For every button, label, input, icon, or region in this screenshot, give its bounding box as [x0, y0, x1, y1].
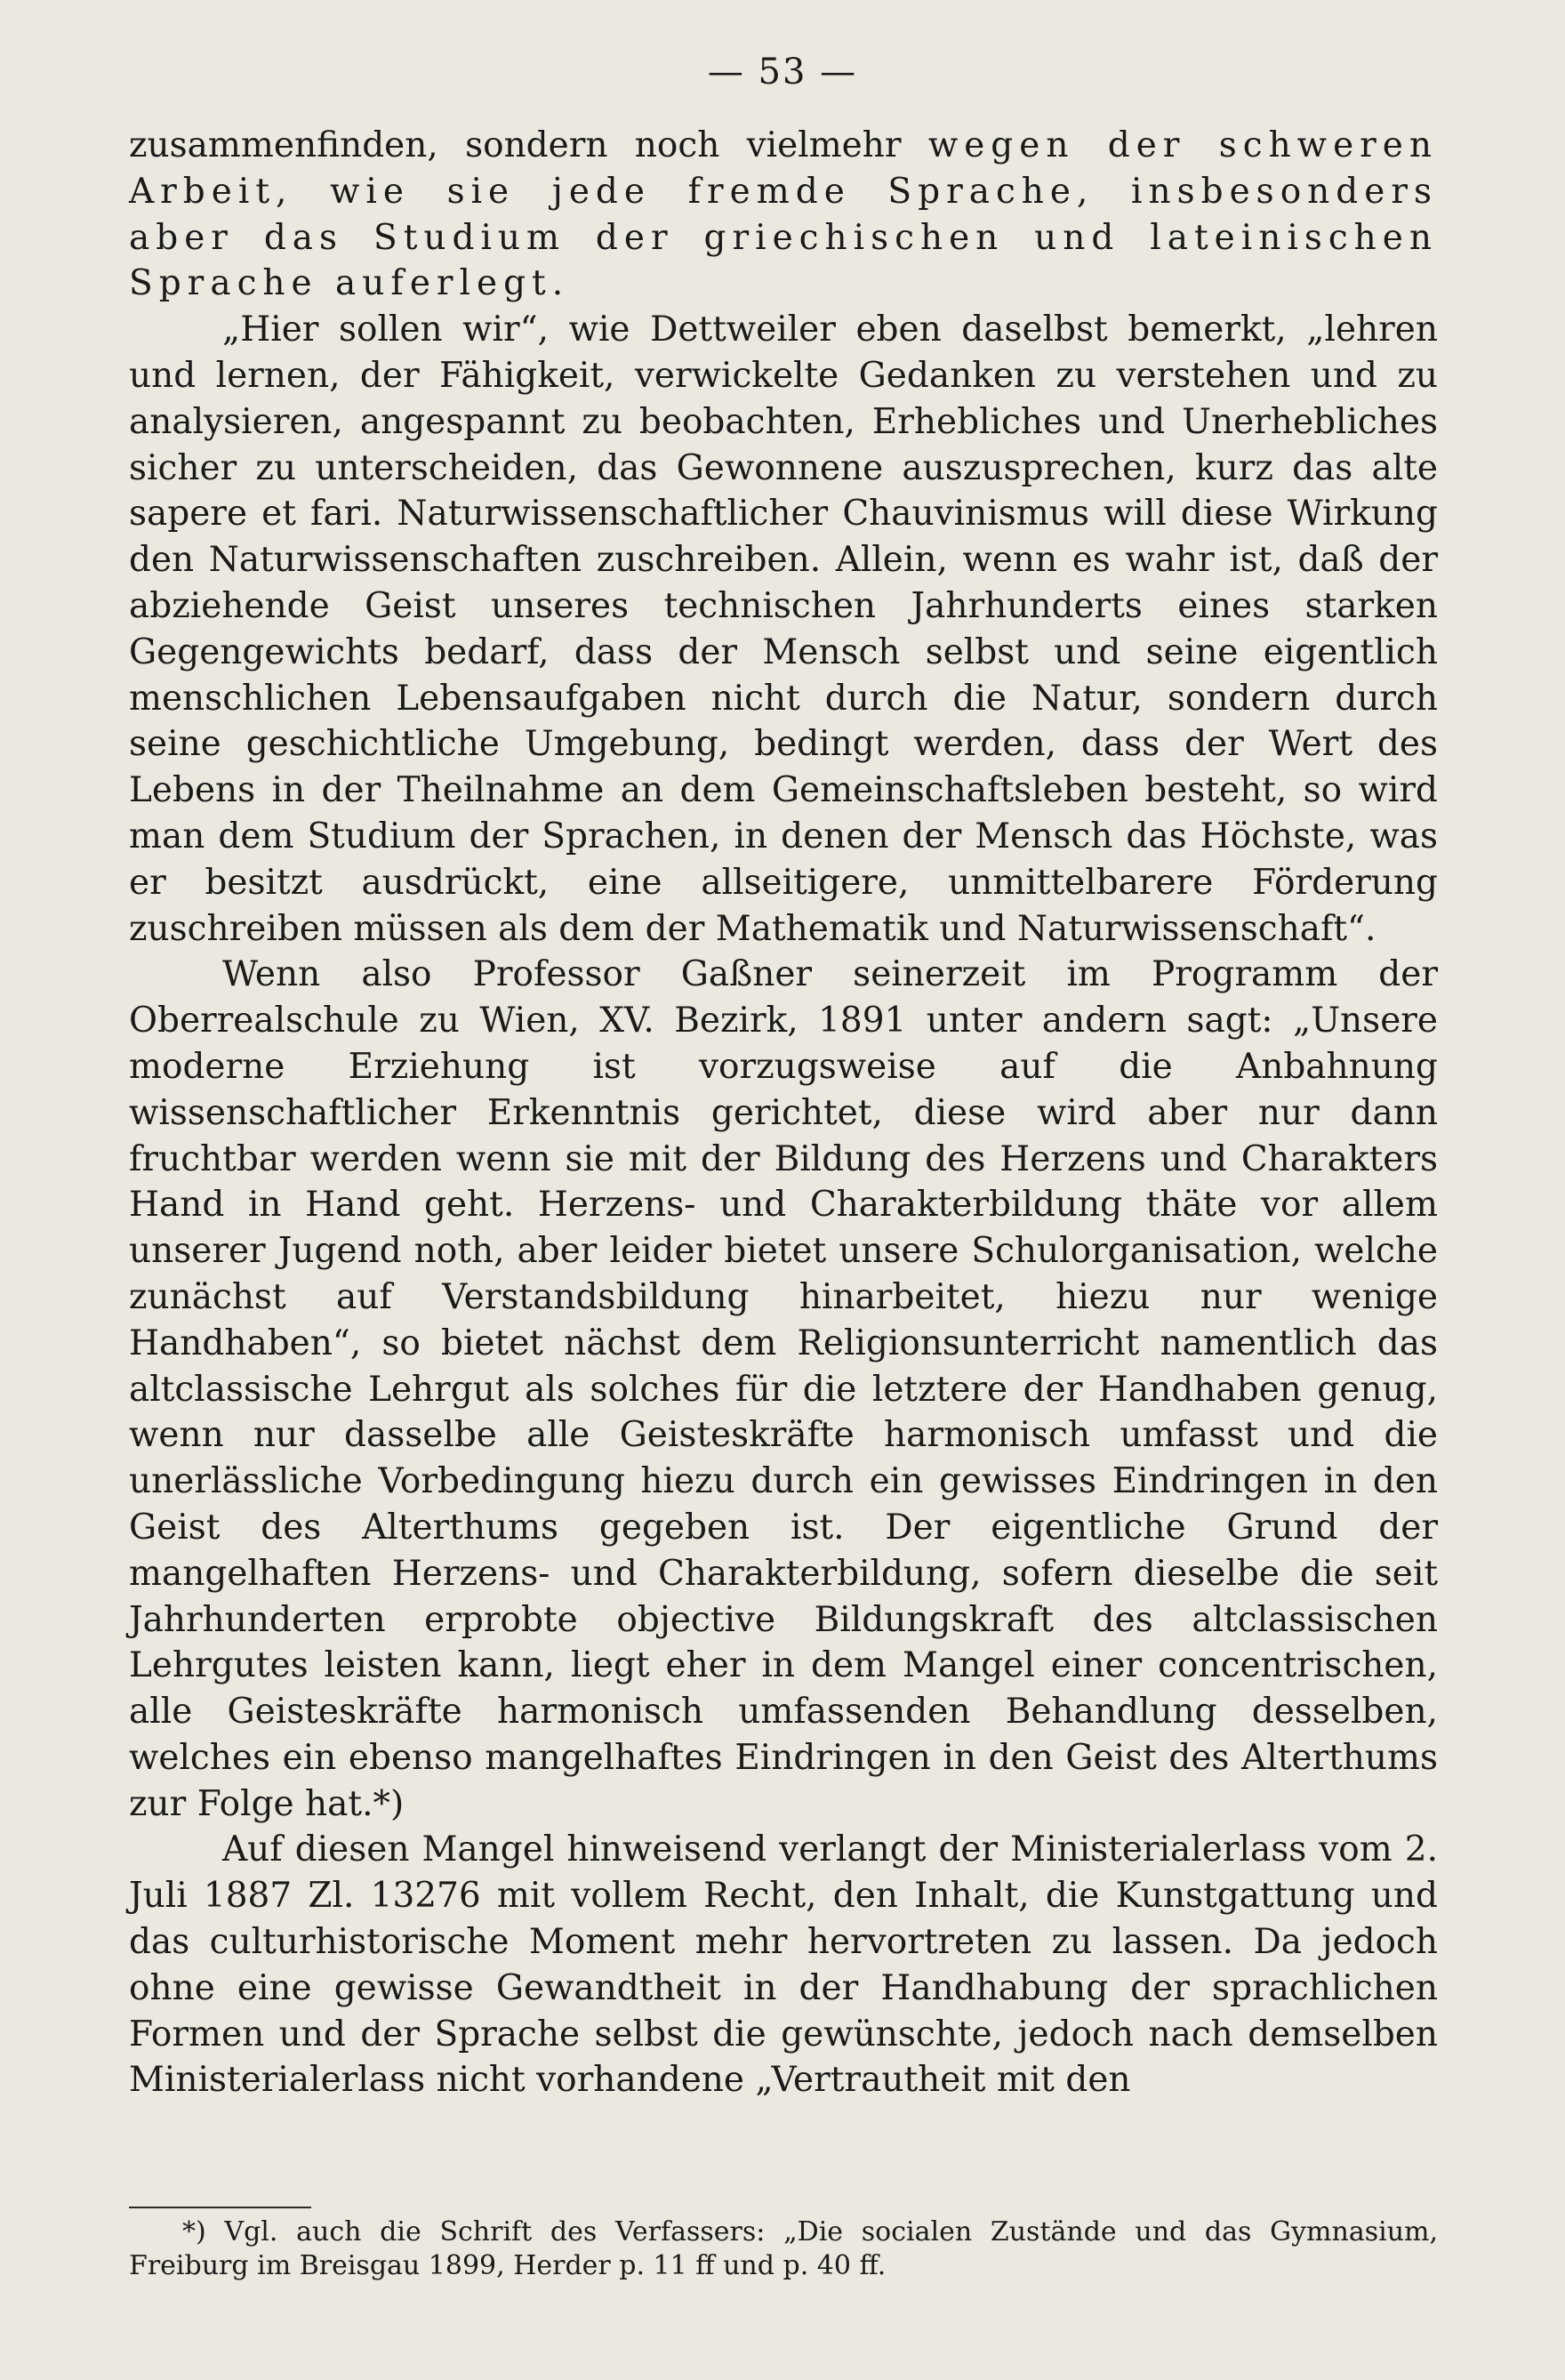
footnote-divider	[129, 2207, 311, 2208]
paragraph-ministerialerlass: Auf diesen Mangel hinweisend verlangt der Ministerialerlass vom 2. Juli 1887 Zl. 13276 mit vollem Recht, den Inhalt, die Kunstgattung und das culturhistorische Moment mehr hervortreten zu lassen. Da jedoch ohne eine gewisse Gewandtheit in der Handhabung der sprachlichen Formen und der Sprache selbst die gewünschte, jedoch nach demselben Ministerialerlass nicht vorhandene „Vertrautheit mit den	[129, 1829, 1438, 2101]
main-text	[129, 123, 1438, 2103]
page-number: — 53 —	[707, 52, 858, 92]
paragraph-gassner-quote: Wenn also Professor Gaßner seinerzeit im Programm der Oberrealschule zu Wien, XV. Bezirk, 1891 unter andern sagt: „Unsere moderne Erziehung ist vorzugsweise auf die Anbahnung wissenschaftlicher Erkenntnis gerichtet, diese wird aber nur dann fruchtbar werden wenn sie mit der Bildung des Herzens und Charakters Hand in Hand geht. Herzens- und Charakterbildung thäte vor allem unserer Jugend noth, aber leider bietet unsere Schulorganisation, welche zunächst auf Verstandsbildung hinarbeitet, hiezu nur wenige Handhaben“, so bietet nächst dem Religionsunterricht namentlich das altclassische Lehrgut als solches für die letztere der Handhaben genug, wenn nur dasselbe alle Geisteskräfte harmonisch umfasst und die unerlässliche Vorbedingung hiezu durch ein gewisses Eindringen in den Geist des Alterthums gegeben ist. Der eigentliche Grund der mangelhaften Herzens- und Charakterbildung, sofern dieselbe die seit Jahrhunderten erprobte objective Bildungskraft des altclassischen Lehrgutes leisten kann, liegt eher in dem Mangel einer concentrischen, alle Geisteskräfte harmonisch umfassenden Behandlung desselben, welches ein ebenso mangelhaftes Eindringen in den Geist des Alterthums zur Folge hat.*)	[129, 954, 1438, 1824]
paragraph-continuation	[129, 123, 1438, 307]
spaced-emphasis-text: wegen der schweren Arbeit, wie sie jede fremde Sprache, insbesonders aber das Studium der griechischen und lateinischen Sprache auferlegt.	[129, 125, 1438, 304]
text-span: zusammenfinden, sondern noch vielmehr	[129, 125, 928, 165]
paragraph-dettweiler-quote: „Hier sollen wir“, wie Dettweiler eben daselbst bemerkt, „lehren und lernen, der Fähigkeit, verwickelte Gedanken zu verstehen und zu analysieren, angespannt zu beobachten, Erhebliches und Unerhebliches sicher zu unterscheiden, das Gewonnene auszusprechen, kurz das alte sapere et fari. Naturwissenschaftlicher Chauvinismus will diese Wirkung den Naturwissenschaften zuschreiben. Allein, wenn es wahr ist, daß der abziehende Geist unseres technischen Jahrhunderts eines starken Gegengewichts bedarf, dass der Mensch selbst und seine eigentlich menschlichen Lebensaufgaben nicht durch die Natur, sondern durch seine geschichtliche Umgebung, bedingt werden, dass der Wert des Lebens in der Theilnahme an dem Gemeinschaftsleben besteht, so wird man dem Studium der Sprachen, in denen der Mensch das Höchste, was er besitzt ausdrückt, eine allseitigere, unmittelbarere Förderung zuschreiben müssen als dem der Mathematik und Naturwissenschaft“.	[129, 310, 1438, 949]
footnote: *) Vgl. auch die Schrift des Verfassers: „Die socialen Zustände und das Gymnasium, Freiburg im Breisgau 1899, Herder p. 11 ff und p. 40 ff.	[129, 2216, 1438, 2281]
